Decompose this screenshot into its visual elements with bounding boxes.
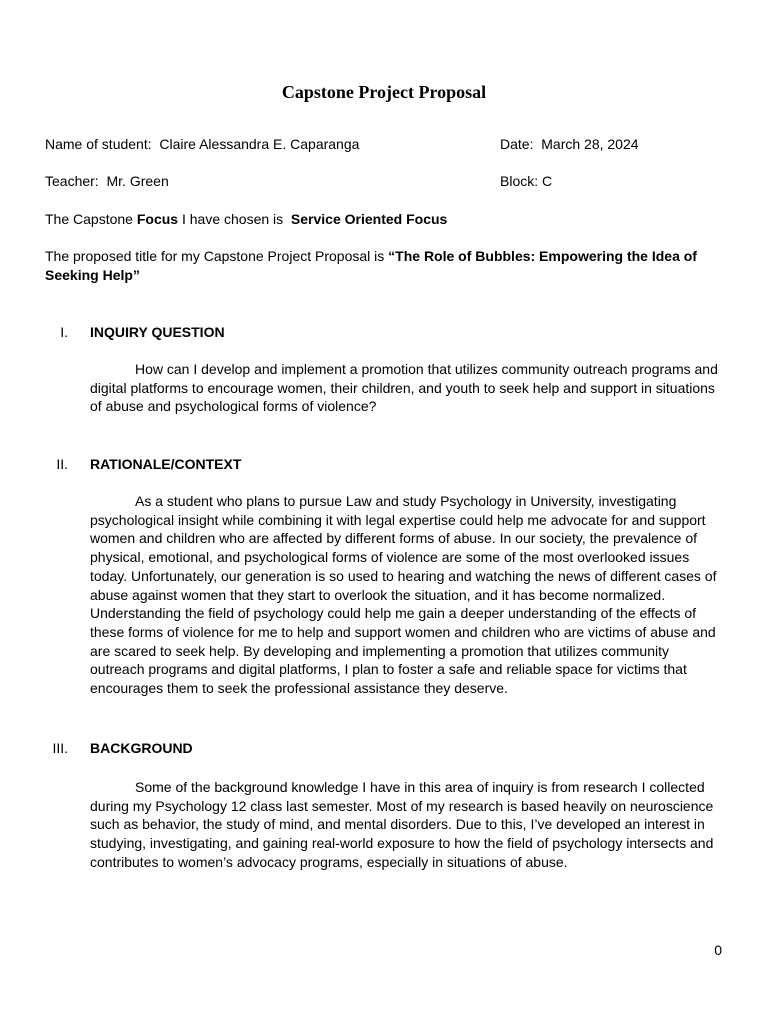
block-label: Block: [500, 173, 539, 189]
student-name-label: Name of student: [45, 136, 152, 152]
focus-value: Service Oriented Focus [290, 211, 448, 227]
student-name-line [45, 135, 359, 153]
teacher-line [45, 172, 169, 190]
proposed-title-line-1 [45, 247, 697, 265]
student-name-value: Claire Alessandra E. Caparanga [159, 136, 360, 152]
date-line [500, 135, 639, 153]
focus-bold-word: Focus [136, 211, 179, 227]
block-line [500, 172, 552, 190]
section-body-text: As a student who plans to pursue Law and study Psychology in University, investigating psychological insight while combining it with legal expertise could help me advocate for and support women and children who are affected by different forms of abuse. In our society, the prevalence of physical, emotional, and psychological forms of violence are some of the most overlooked issues today. Unfortunately, our generation is so used to hearing and watching the news of different cases of abuse against women that they start to overlook the situation, and it has become normalized. Understanding the field of psychology could help me gain a deeper understanding of the effects of these forms of violence for me to help and support women and children who are victims of abuse and are scared to seek help. By developing and implementing a promotion that utilizes community outreach programs and digital platforms, I plan to foster a safe and reliable space for victims that encourages them to seek the professional assistance they deserve. [90, 493, 717, 697]
section-body-background [90, 778, 726, 872]
section-heading-rationale: RATIONALE/CONTEXT [90, 456, 242, 472]
section-heading-background: BACKGROUND [90, 740, 193, 756]
section-numeral: II. [56, 456, 68, 472]
focus-mid: I have chosen is [181, 211, 284, 227]
proposed-title-line-2 [45, 266, 140, 284]
focus-line [45, 210, 447, 228]
section-body-text: How can I develop and implement a promotion that utilizes community outreach programs and digital platforms to encourage women, their children, and youth to seek help and support in situations of abuse and psychological forms of violence? [90, 361, 718, 415]
proposed-title-value-1: “The Role of Bubbles: Empowering the Idea of [388, 248, 697, 264]
date-value: March 28, 2024 [541, 136, 639, 152]
block-value: C [542, 173, 553, 189]
teacher-value: Mr. Green [106, 173, 169, 189]
focus-pre: The Capstone [45, 211, 133, 227]
section-body-text: Some of the background knowledge I have in this area of inquiry is from research I collected during my Psychology 12 class last semester. Most of my research is based heavily on neuroscience such as behavior, the study of mind, and mental disorders. Due to this, I’ve developed an interest in studying, investigating, and gaining real-world exposure to how the field of psychology intersects and contributes to women’s advocacy programs, especially in situations of abuse. [90, 779, 714, 870]
section-heading-inquiry: INQUIRY QUESTION [90, 324, 225, 340]
section-body-rationale [90, 492, 726, 698]
proposed-title-pre: The proposed title for my Capstone Project Proposal is [45, 248, 385, 264]
teacher-label: Teacher: [45, 173, 99, 189]
section-numeral: III. [52, 740, 68, 756]
page-number: 0 [714, 942, 722, 958]
document-title: Capstone Project Proposal [281, 82, 487, 102]
section-body-inquiry [90, 360, 726, 416]
date-label: Date: [500, 136, 534, 152]
section-numeral: I. [60, 324, 68, 340]
proposed-title-value-2: Seeking Help” [45, 267, 140, 283]
